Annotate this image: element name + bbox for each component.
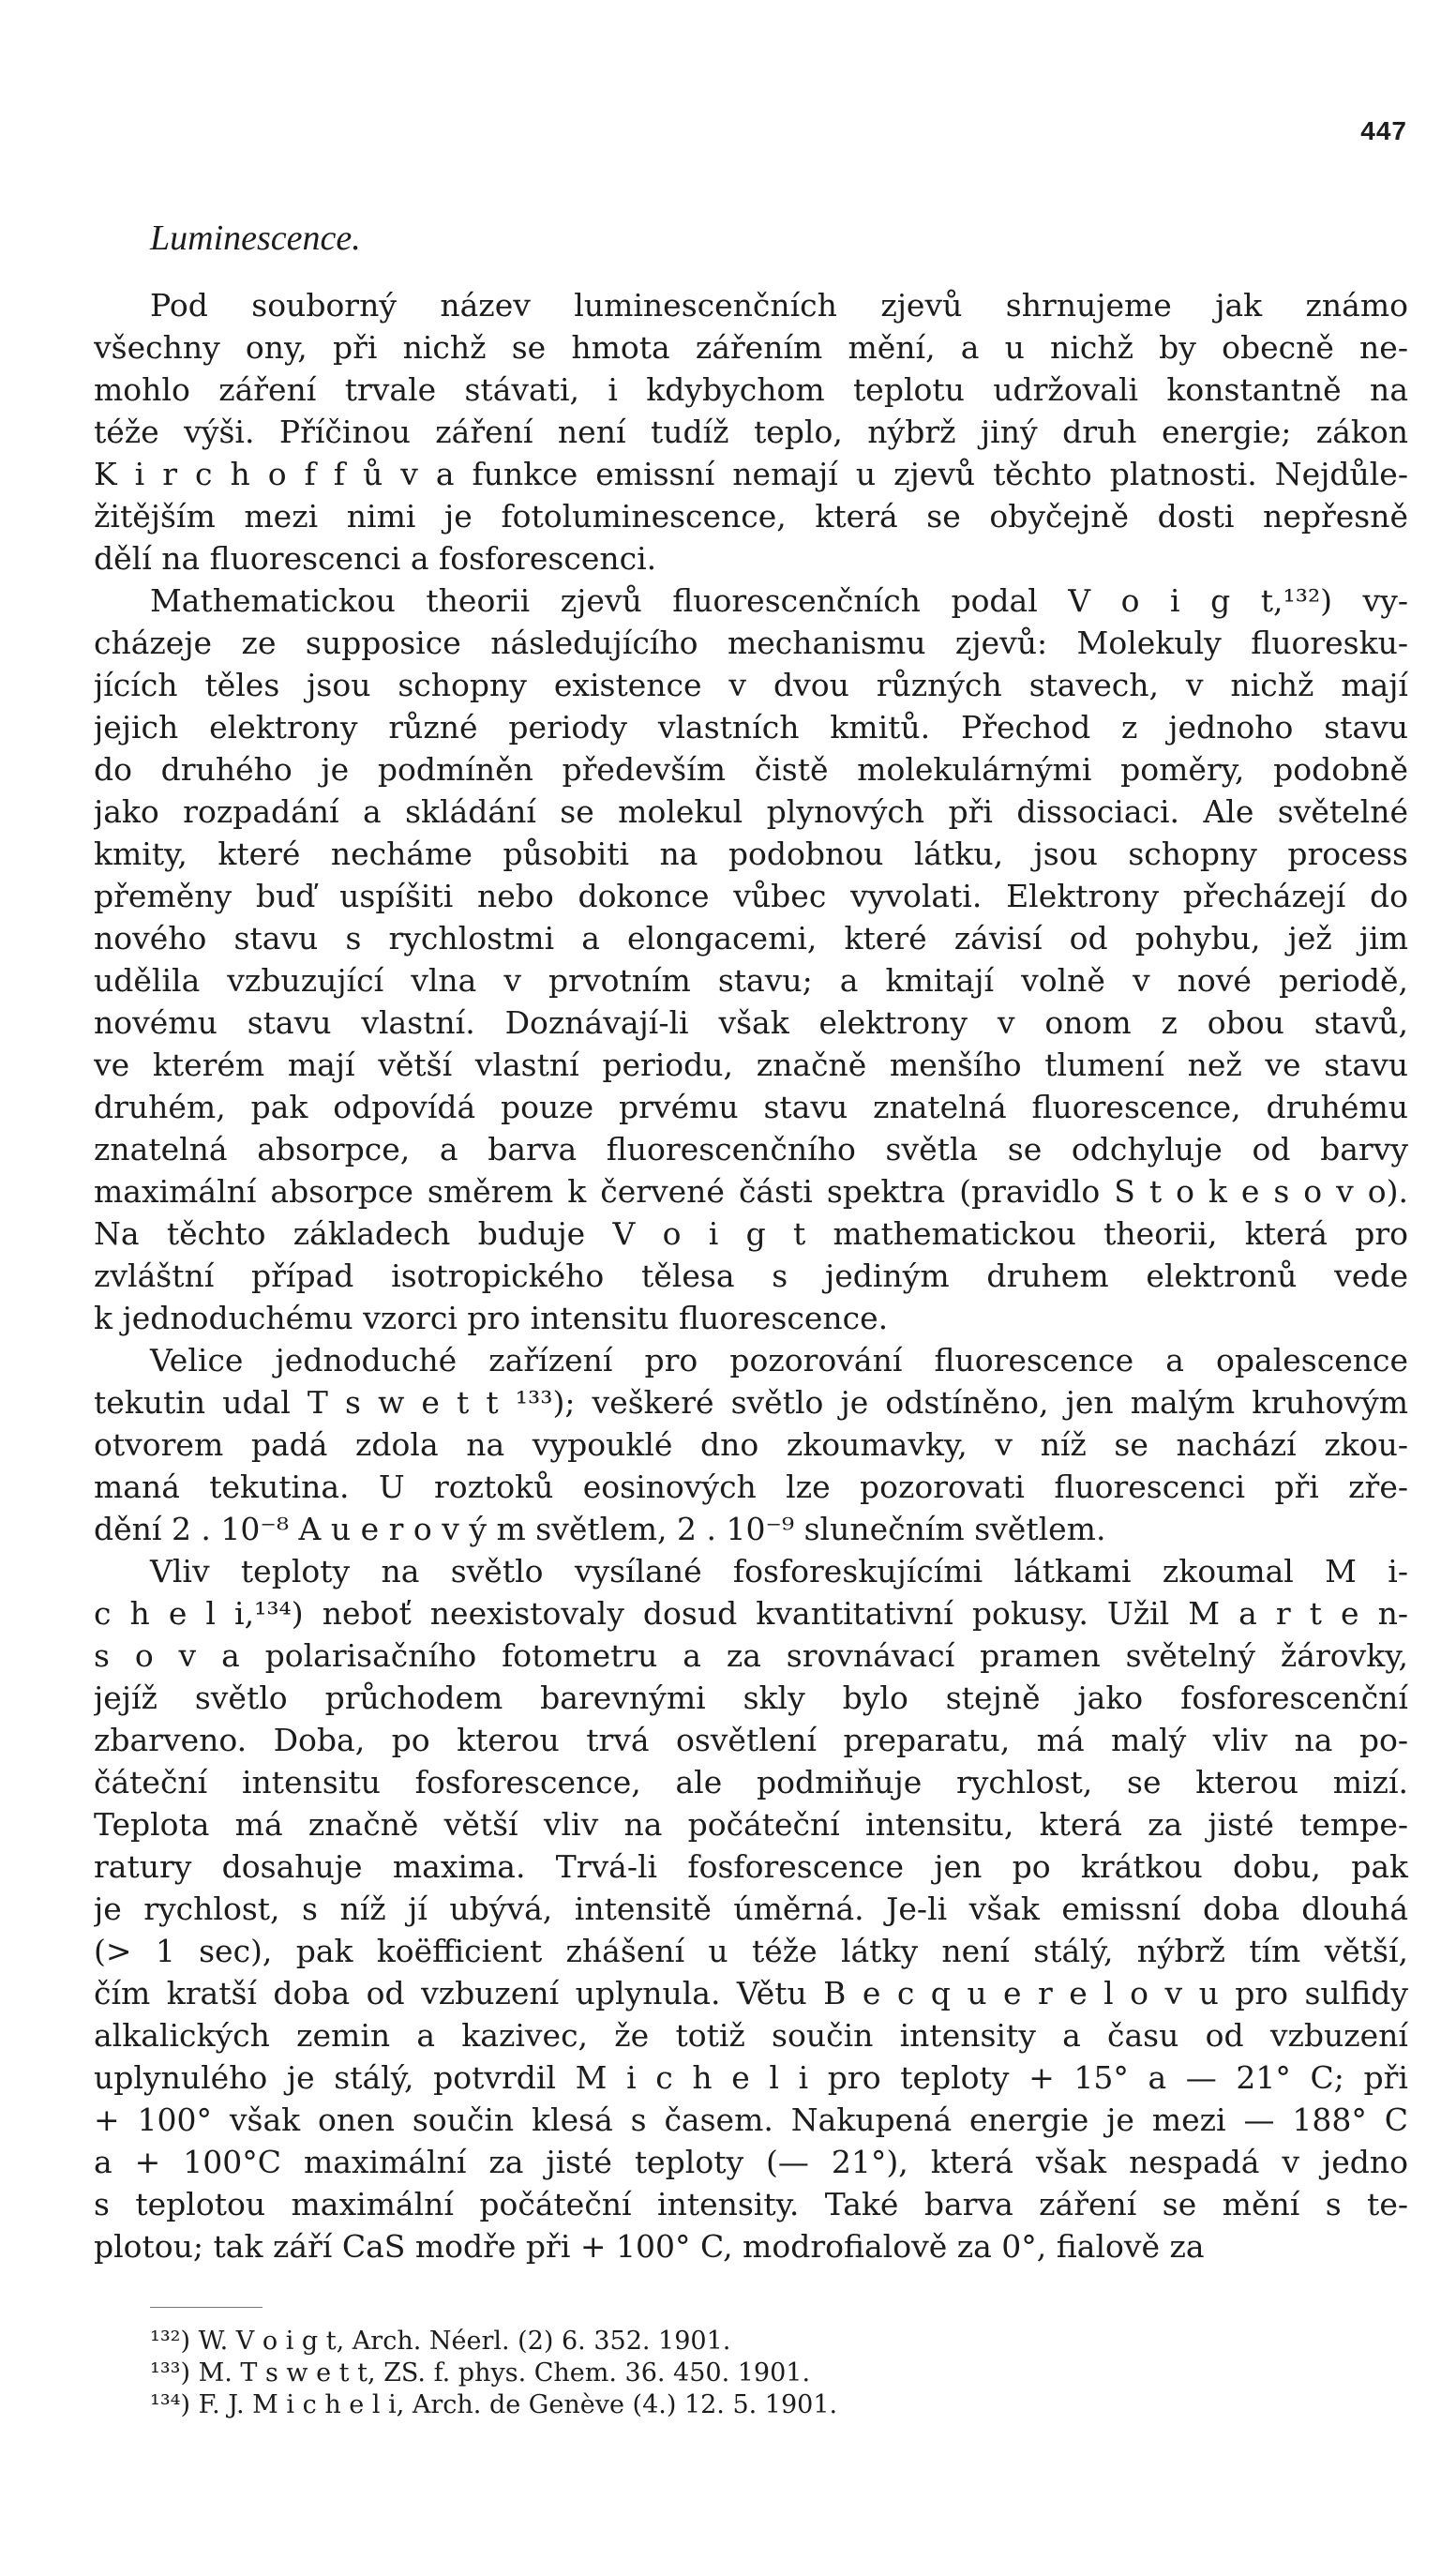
text-line: maná tekutina. U roztoků eosinových lze pozorovati fluorescenci při zře- bbox=[94, 1469, 1408, 1505]
text-line: Teplota má značně větší vliv na počáteční intensitu, která za jisté tempe- bbox=[94, 1806, 1408, 1843]
paragraph bbox=[94, 1339, 1408, 1550]
text-line: čáteční intensitu fosforescence, ale podmiňuje rychlost, se kterou mizí. bbox=[94, 1764, 1408, 1800]
text-line: znatelná absorpce, a barva fluorescenčního světla se odchyluje od barvy bbox=[94, 1131, 1408, 1168]
text-line: Vliv teploty na světlo vysílané fosforeskujícími látkami zkoumal M i- bbox=[150, 1553, 1408, 1589]
text-line: udělila vzbuzující vlna v prvotním stavu; a kmitají volně v nové periodě, bbox=[94, 962, 1408, 999]
section-title: Luminescence. bbox=[150, 218, 361, 258]
text-line: jako rozpadání a skládání se molekul plynových při dissociaci. Ale světelné bbox=[94, 793, 1408, 830]
text-line: Mathematickou theorii zjevů fluorescenčních podal V o i g t,¹³²) vy- bbox=[150, 582, 1408, 619]
text-line: otvorem padá zdola na vypouklé dno zkoumavky, v níž se nachází zkou- bbox=[94, 1426, 1408, 1463]
footnotes bbox=[150, 2326, 837, 2421]
paragraph bbox=[94, 1550, 1408, 2267]
text-line: cházeje ze supposice následujícího mechanismu zjevů: Molekuly fluoresku- bbox=[94, 625, 1408, 661]
text-line: jejíž světlo průchodem barevnými skly bylo stejně jako fosforescenční bbox=[94, 1680, 1408, 1716]
text-line: dělí na fluorescenci a fosforescenci. bbox=[94, 540, 657, 577]
text-line: mohlo záření trvale stávati, i kdybychom teplotu udržovali konstantně na bbox=[94, 371, 1408, 408]
text-line: + 100° však onen součin klesá s časem. Nakupená energie je mezi — 188° C bbox=[94, 2102, 1408, 2138]
text-line: jících těles jsou schopny existence v dvou různých stavech, v nichž mají bbox=[94, 667, 1408, 703]
text-line: K i r c h o f f ů v a funkce emissní nemají u zjevů těchto platnosti. Nejdůle- bbox=[94, 456, 1408, 492]
text-line: novému stavu vlastní. Doznávají-li však elektrony v onom z obou stavů, bbox=[94, 1004, 1408, 1041]
paragraph bbox=[94, 580, 1408, 1339]
text-line: dění 2 . 10⁻⁸ A u e r o v ý m světlem, 2 . 10⁻⁹ slunečním světlem. bbox=[94, 1511, 1106, 1547]
text-line: přeměny buď uspíšiti nebo dokonce vůbec vyvolati. Elektrony přecházejí do bbox=[94, 878, 1408, 914]
text-line: jejich elektrony různé periody vlastních kmitů. Přechod z jednoho stavu bbox=[94, 709, 1408, 746]
text-line: plotou; tak září CaS modře při + 100° C, modrofialově za 0°, fialově za bbox=[94, 2228, 1205, 2265]
text-line: (> 1 sec), pak koëfficient zhášení u téže látky není stálý, nýbrž tím větší, bbox=[94, 1933, 1408, 1969]
text-line: druhém, pak odpovídá pouze prvému stavu znatelná fluorescence, druhému bbox=[94, 1089, 1408, 1125]
footnote: ¹³⁴) F. J. M i c h e l i, Arch. de Genève (4.) 12. 5. 1901. bbox=[150, 2390, 838, 2419]
text-line: a + 100°C maximální za jisté teploty (— 21°), která však nespadá v jedno bbox=[94, 2144, 1408, 2180]
text-line: čím kratší doba od vzbuzení uplynula. Větu B e c q u e r e l o v u pro sulfidy bbox=[94, 1975, 1408, 2011]
text-line: s teplotou maximální počáteční intensity. Také barva záření se mění s te- bbox=[94, 2186, 1408, 2222]
text-line: do druhého je podmíněn především čistě molekulárnými poměry, podobně bbox=[94, 751, 1408, 788]
text-line: zvláštní případ isotropického tělesa s jediným druhem elektronů vede bbox=[94, 1258, 1408, 1294]
text-line: všechny ony, při nichž se hmota zářením mění, a u nichž by obecně ne- bbox=[94, 329, 1408, 366]
text-line: téže výši. Příčinou záření není tudíž teplo, nýbrž jiný druh energie; zákon bbox=[94, 414, 1408, 450]
body-text bbox=[94, 284, 1408, 2267]
text-line: c h e l i,¹³⁴) neboť neexistovaly dosud kvantitativní pokusy. Užil M a r t e n- bbox=[94, 1595, 1408, 1632]
text-line: k jednoduchému vzorci pro intensitu fluorescence. bbox=[94, 1300, 889, 1336]
text-line: alkalických zemin a kazivec, že totiž součin intensity a času od vzbuzení bbox=[94, 2017, 1408, 2054]
text-line: maximální absorpce směrem k červené části spektra (pravidlo S t o k e s o v o). bbox=[94, 1173, 1408, 1210]
text-line: ve kterém mají větší vlastní periodu, značně menšího tlumení než ve stavu bbox=[94, 1047, 1408, 1083]
text-line: s o v a polarisačního fotometru a za srovnávací pramen světelný žárovky, bbox=[94, 1637, 1408, 1674]
text-line: zbarveno. Doba, po kterou trvá osvětlení preparatu, má malý vliv na po- bbox=[94, 1722, 1408, 1758]
page-number: 447 bbox=[1360, 116, 1407, 145]
text-line: žitějším mezi nimi je fotoluminescence, která se obyčejně dosti nepřesně bbox=[94, 498, 1408, 535]
footnote: ¹³³) M. T s w e t t, ZS. f. phys. Chem. 36. 450. 1901. bbox=[150, 2358, 811, 2388]
text-line: je rychlost, s níž jí ubývá, intensitě úměrná. Je-li však emissní doba dlouhá bbox=[94, 1891, 1408, 1927]
footnote: ¹³²) W. V o i g t, Arch. Néerl. (2) 6. 352. 1901. bbox=[150, 2327, 731, 2356]
text-line: kmity, které necháme působiti na podobnou látku, jsou schopny process bbox=[94, 836, 1408, 872]
footnote-divider bbox=[150, 2307, 263, 2308]
text-line: Velice jednoduché zařízení pro pozorování fluorescence a opalescence bbox=[150, 1342, 1408, 1378]
text-line: Na těchto základech buduje V o i g t mathematickou theorii, která pro bbox=[94, 1215, 1408, 1252]
paragraph bbox=[94, 284, 1408, 580]
text-line: tekutin udal T s w e t t ¹³³); veškeré světlo je odstíněno, jen malým kruhovým bbox=[94, 1384, 1408, 1421]
text-line: Pod souborný název luminescenčních zjevů shrnujeme jak známo bbox=[150, 287, 1408, 324]
text-line: uplynulého je stálý, potvrdil M i c h e l i pro teploty + 15° a — 21° C; při bbox=[94, 2059, 1408, 2096]
text-line: ratury dosahuje maxima. Trvá-li fosforescence jen po krátkou dobu, pak bbox=[94, 1848, 1408, 1885]
text-line: nového stavu s rychlostmi a elongacemi, které závisí od pohybu, jež jim bbox=[94, 920, 1408, 957]
